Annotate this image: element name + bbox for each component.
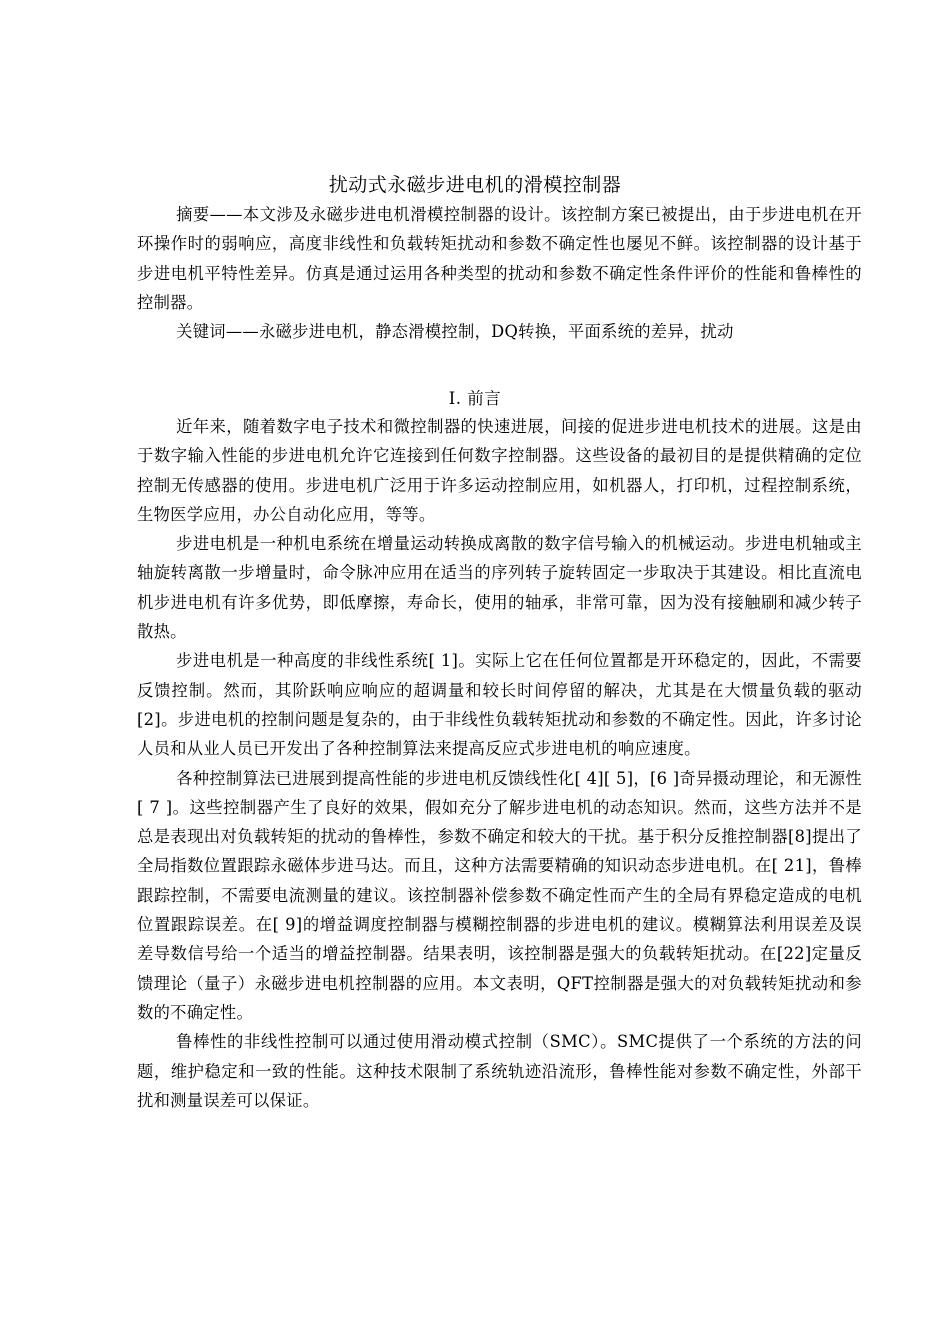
document-title: 扰动式永磁步进电机的滑模控制器: [328, 174, 622, 196]
body-paragraph: 鲁棒性的非线性控制可以通过使用滑动模式控制（SMC）。SMC提供了一个系统的方法的问题，维护稳定和一致的性能。这种技术限制了系统轨迹沿流形，鲁棒性能对参数不确定性，外部干扰和测量误差可以保证。: [137, 1032, 862, 1110]
body-paragraph: 各种控制算法已进展到提高性能的步进电机反馈线性化[ 4][ 5]，[6 ]奇异摄动理论，和无源性[ 7 ]。这些控制器产生了良好的效果，假如充分了解步进电机的动态知识。然而，这些方法并不是总是表现出对负载转矩的扰动的鲁棒性，参数不确定和较大的干扰。基于积分反推控制器[8]提出了全局指数位置跟踪永磁体步进马达。而且，这种方法需要精确的知识动态步进电机。在[ 21]，鲁棒跟踪控制，不需要电流测量的建议。该控制器补偿参数不确定性而产生的全局有界稳定造成的电机位置跟踪误差。在[ 9]的增益调度控制器与模糊控制器的步进电机的建议。模糊算法利用误差及误差导数信号给一个适当的增益控制器。结果表明，该控制器是强大的负载转矩扰动。在[22]定量反馈理论（量子）永磁步进电机控制器的应用。本文表明，QFT控制器是强大的对负载转矩扰动和参数的不确定性。: [137, 768, 862, 1022]
section-heading: I. 前言: [448, 389, 502, 408]
keywords-paragraph: 关键词——永磁步进电机，静态滑模控制，DQ转换，平面系统的差异，扰动: [176, 322, 734, 342]
abstract-paragraph: 摘要——本文涉及永磁步进电机滑模控制器的设计。该控制方案已被提出，由于步进电机在开环操作时的弱响应，高度非线性和负载转矩扰动和参数不确定性也屡见不鲜。该控制器的设计基于步进电机平特性差异。仿真是通过运用各种类型的扰动和参数不确定性条件评价的性能和鲁棒性的控制器。: [137, 205, 862, 312]
abstract-block: [137, 200, 862, 346]
body-text: [137, 412, 862, 1115]
body-paragraph: 步进电机是一种机电系统在增量运动转换成离散的数字信号输入的机械运动。步进电机轴或主轴旋转离散一步增量时，命令脉冲应用在适当的序列转子旋转固定一步取决于其建设。相比直流电机步进电机有许多优势，即低摩擦，寿命长，使用的轴承，非常可靠，因为没有接触刷和减少转子散热。: [137, 534, 862, 642]
body-paragraph: 步进电机是一种高度的非线性系统[ 1]。实际上它在任何位置都是开环稳定的，因此，不需要反馈控制。然而，其阶跃响应响应的超调量和较长时间停留的解决，尤其是在大惯量负载的驱动[2]。步进电机的控制问题是复杂的，由于非线性负载转矩扰动和参数的不确定性。因此，许多讨论人员和从业人员已开发出了各种控制算法来提高反应式步进电机的响应速度。: [137, 651, 862, 759]
body-paragraph: 近年来，随着数字电子技术和微控制器的快速进展，间接的促进步进电机技术的进展。这是由于数字输入性能的步进电机允许它连接到任何数字控制器。这些设备的最初目的是提供精确的定位控制无传感器的使用。步进电机广泛用于许多运动控制应用，如机器人，打印机，过程控制系统，生物医学应用，办公自动化应用，等等。: [137, 417, 862, 524]
